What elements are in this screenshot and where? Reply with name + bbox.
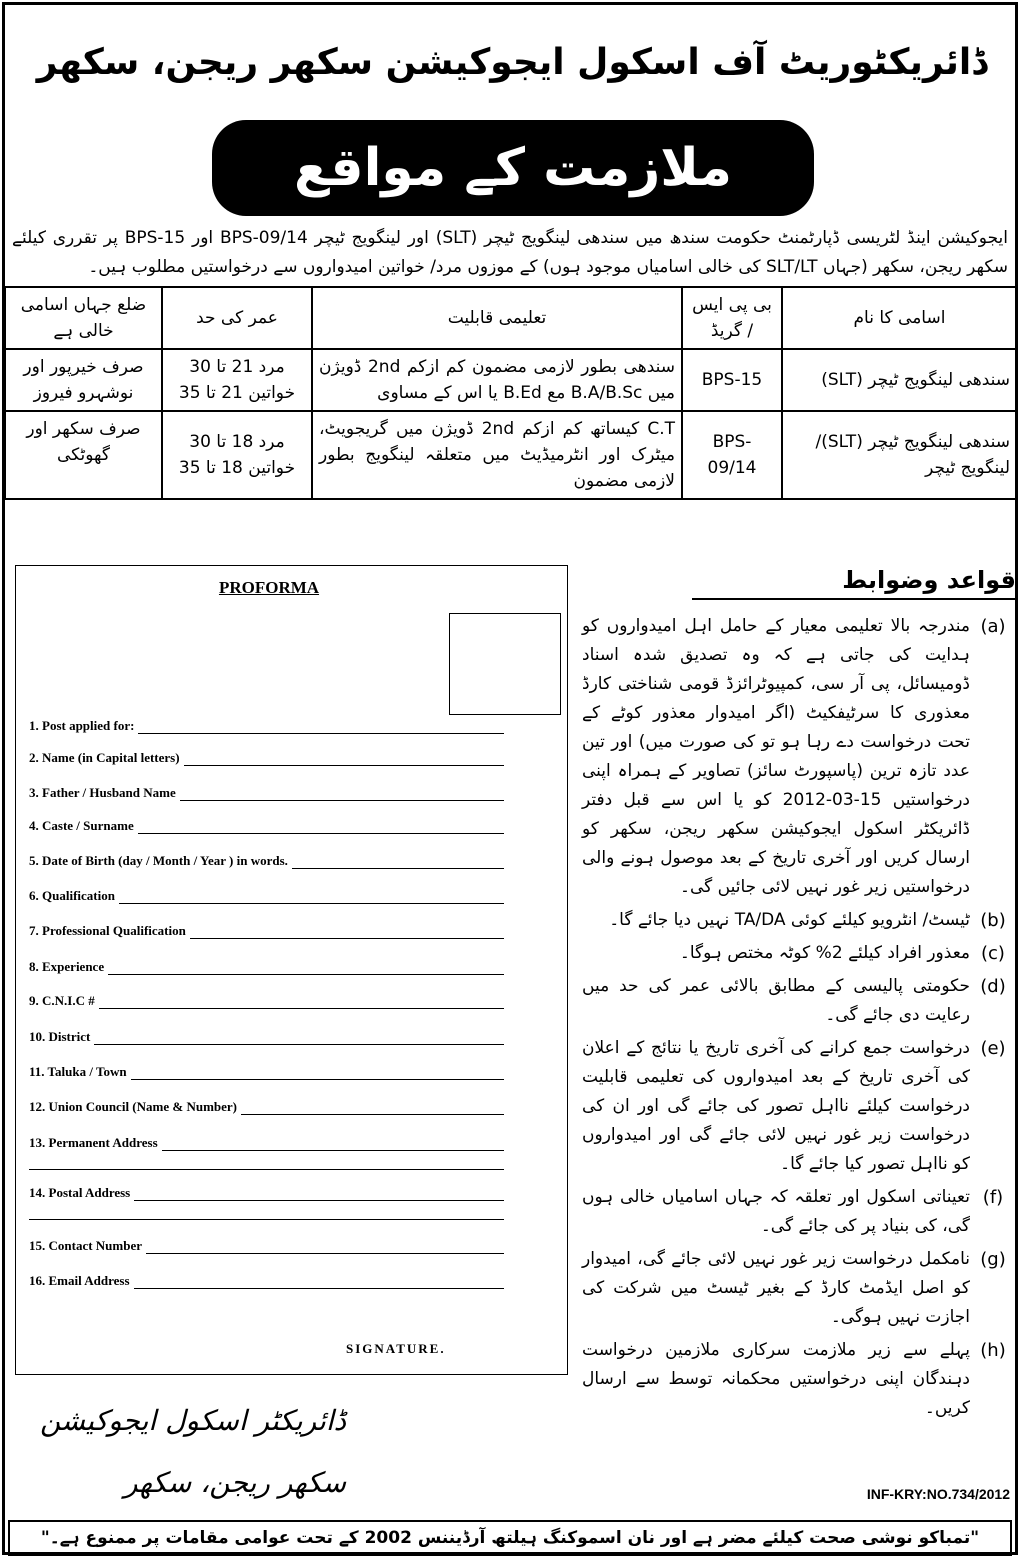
field-label: 4. Caste / Surname xyxy=(29,818,134,833)
intro-paragraph: ایجوکیشن اینڈ لٹریسی ڈپارٹمنٹ حکومت سندھ میں سندھی لینگویج ٹیچر (SLT) اور لینگویج ٹیچر BPS-09/14 اور BPS-15 پر تقرری کیلئے سکھر ریجن، سکھر (جہاں SLT/LT کی خالی اسامیاں موجود ہوں) کے موزوں مرد/ خواتین امیدواروں سے درخواستیں مطلوب ہیں۔ xyxy=(12,228,1008,277)
rule-item xyxy=(582,1034,1016,1179)
rule-label: (f) xyxy=(982,1187,1004,1208)
proforma-field[interactable] xyxy=(29,1273,504,1289)
signoff-line2: سکھر ریجن، سکھر xyxy=(124,1466,347,1499)
proforma-field[interactable] xyxy=(29,853,504,869)
bps: BPS-15 xyxy=(682,349,782,411)
directorate-title: ڈائریکٹوریٹ آف اسکول ایجوکیشن سکھر ریجن، سکھر xyxy=(36,42,988,83)
proforma-form xyxy=(15,565,568,1375)
jobs-banner: ملازمت کے مواقع xyxy=(212,120,814,216)
field-label: 14. Postal Address xyxy=(29,1185,131,1200)
rule-item xyxy=(582,1245,1016,1332)
col-qualification: تعلیمی قابلیت xyxy=(312,287,682,349)
rule-text: پہلے سے زیر ملازمت سرکاری ملازمین درخواست دہندگان اپنی درخواستیں محکمانہ توسط سے ارسال کریں۔ xyxy=(582,1340,970,1418)
rule-text: ٹیسٹ/ انٹرویو کیلئے کوئی TA/DA نہیں دیا جائے گا۔ xyxy=(609,910,970,930)
proforma-field[interactable] xyxy=(29,1185,504,1201)
rule-item xyxy=(582,972,1016,1030)
field-label: 12. Union Council (Name & Number) xyxy=(29,1099,237,1114)
col-bps: بی پی ایس / گریڈ xyxy=(682,287,782,349)
qualification: C.T کیساتھ کم ازکم 2nd ڈویژن میں گریجویٹ، میٹرک اور انٹرمیڈیٹ میں متعلقہ لینگویج بطور لازمی مضمون xyxy=(312,411,682,499)
field-label: 6. Qualification xyxy=(29,888,115,903)
inf-number: INF-KRY:NO.734/2012 xyxy=(866,1486,1010,1502)
field-line[interactable] xyxy=(134,1188,504,1201)
age-limit xyxy=(162,411,312,499)
district: صرف سکھر اور گھوٹکی xyxy=(5,411,162,499)
signoff xyxy=(40,1390,346,1514)
field-label: 2. Name (in Capital letters) xyxy=(29,750,180,765)
field-line[interactable] xyxy=(119,891,504,904)
proforma-field[interactable] xyxy=(29,785,504,801)
proforma-field[interactable] xyxy=(29,888,504,904)
field-label: 15. Contact Number xyxy=(29,1238,143,1253)
rule-text: تعیناتی اسکول اور تعلقہ کہ جہاں اسامیاں خالی ہوں گی، کی بنیاد پر کی جائے گی۔ xyxy=(582,1187,970,1236)
field-line[interactable] xyxy=(138,721,504,734)
field-label: 7. Professional Qualification xyxy=(29,923,186,938)
rule-label: (a) xyxy=(980,616,1006,637)
posts-table xyxy=(4,286,1018,500)
rule-label: (d) xyxy=(980,976,1006,997)
proforma-field[interactable] xyxy=(29,993,504,1009)
rule-label: (b) xyxy=(980,910,1006,931)
field-label: 10. District xyxy=(29,1029,91,1044)
field-line[interactable] xyxy=(99,996,504,1009)
col-district: ضلع جہاں اسامی خالی ہے xyxy=(5,287,162,349)
rule-item xyxy=(582,906,1016,935)
table-row xyxy=(5,349,1017,411)
field-line[interactable] xyxy=(134,1276,504,1289)
age-limit xyxy=(162,349,312,411)
rule-item xyxy=(582,1183,1016,1241)
field-line[interactable] xyxy=(190,926,504,939)
rule-text: درخواست جمع کرانے کی آخری تاریخ یا نتائج کے اعلان کی آخری تاریخ کے بعد امیدواروں کی تعلیمی قابلیت درخواست کیلئے نااہل تصور کی جائے گی اور ان کی درخواست زیر غور نہیں لائی جائے گی اور امیدواروں کو نااہل تصور کیا جائے گا۔ xyxy=(582,1038,970,1174)
rule-label: (g) xyxy=(980,1249,1006,1270)
field-line[interactable] xyxy=(184,753,504,766)
field-line[interactable] xyxy=(138,821,504,834)
table-header-row xyxy=(5,287,1017,349)
field-line[interactable] xyxy=(131,1067,504,1080)
rule-text: حکومتی پالیسی کے مطابق بالائی عمر کی حد میں رعایت دی جائے گی۔ xyxy=(582,976,970,1025)
field-label: 5. Date of Birth (day / Month / Year ) in words. xyxy=(29,853,288,868)
age-female: خواتین 21 تا 35 xyxy=(178,383,296,403)
field-label: 16. Email Address xyxy=(29,1273,130,1288)
qualification: سندھی بطور لازمی مضمون کم ازکم 2nd ڈویژن میں B.A/B.Sc مع B.Ed یا اس کے مساوی xyxy=(312,349,682,411)
field-line-extra[interactable] xyxy=(29,1169,504,1170)
proforma-field[interactable] xyxy=(29,818,504,834)
rule-item xyxy=(582,612,1016,902)
field-label: 1. Post applied for: xyxy=(29,718,135,733)
signoff-line1: ڈائریکٹر اسکول ایجوکیشن xyxy=(40,1404,347,1437)
field-line-extra[interactable] xyxy=(29,1219,504,1220)
rule-item xyxy=(582,939,1016,968)
rule-label: (h) xyxy=(980,1340,1006,1361)
field-label: 13. Permanent Address xyxy=(29,1135,158,1150)
age-male: مرد 18 تا 30 xyxy=(189,432,285,452)
table-row xyxy=(5,411,1017,499)
intro-and-table xyxy=(4,224,1016,500)
age-male: مرد 21 تا 30 xyxy=(189,357,285,377)
rule-item xyxy=(582,1336,1016,1423)
signature-label: SIGNATURE. xyxy=(346,1341,446,1356)
age-female: خواتین 18 تا 35 xyxy=(178,458,296,478)
rule-text: مندرجہ بالا تعلیمی معیار کے حامل اہل امیدواروں کو ہدایت کی جاتی ہے کہ وہ تصدیق شدہ اسناد ڈومیسائل، پی آر سی، کمپیوٹرائزڈ قومی شناختی کارڈ معذوری کا سرٹیفکیٹ (اگر امیدوار معذور کوٹے کے تحت درخواست دے رہا ہو تو کی صورت میں) اور تین عدد تازہ ترین (پاسپورٹ سائز) تصاویر کے ہمراہ اپنی درخواستیں 15-03-2012 کو یا اس سے قبل دفتر ڈائریکٹر اسکول ایجوکیشن سکھر ریجن، سکھر کو ارسال کریں اور آخری تاریخ کے بعد موصول ہونے والی درخواستیں زیر غور نہیں لائی جائیں گی۔ xyxy=(582,616,970,897)
col-post-name: اسامی کا نام xyxy=(782,287,1017,349)
field-line[interactable] xyxy=(108,962,504,975)
post-name: سندھی لینگویج ٹیچر (SLT) xyxy=(782,349,1017,411)
field-label: 9. C.N.I.C # xyxy=(29,993,95,1008)
field-line[interactable] xyxy=(94,1032,504,1045)
proforma-field[interactable] xyxy=(29,959,504,975)
proforma-field[interactable] xyxy=(29,923,504,939)
proforma-field[interactable] xyxy=(29,718,504,734)
tobacco-warning: "تمباکو نوشی صحت کیلئے مضر ہے اور نان اسموکنگ ہیلتھ آرڈیننس 2002 کے تحت عوامی مقامات پر ممنوع ہے۔" xyxy=(8,1520,1012,1556)
proforma-field[interactable] xyxy=(29,1135,504,1151)
bps: BPS-09/14 xyxy=(682,411,782,499)
field-line[interactable] xyxy=(162,1138,504,1151)
field-line[interactable] xyxy=(146,1241,504,1254)
proforma-field[interactable] xyxy=(29,1099,504,1115)
proforma-title: PROFORMA xyxy=(218,578,320,597)
rules-heading: قواعد وضوابط xyxy=(692,562,1016,600)
rule-label: (e) xyxy=(980,1038,1006,1059)
proforma-field[interactable] xyxy=(29,750,504,766)
field-label: 8. Experience xyxy=(29,959,105,974)
field-line[interactable] xyxy=(241,1102,504,1115)
photo-box xyxy=(449,613,561,715)
post-name: سندھی لینگویج ٹیچر (SLT)/ لینگویج ٹیچر xyxy=(782,411,1017,499)
district: صرف خیرپور اور نوشہرو فیروز xyxy=(5,349,162,411)
col-age-limit: عمر کی حد xyxy=(162,287,312,349)
rule-label: (c) xyxy=(981,943,1005,964)
proforma-field[interactable] xyxy=(29,1029,504,1045)
proforma-field[interactable] xyxy=(29,1238,504,1254)
rules-section xyxy=(582,562,1016,1423)
field-label: 3. Father / Husband Name xyxy=(29,785,176,800)
field-line[interactable] xyxy=(292,856,504,869)
rule-text: نامکمل درخواست زیر غور نہیں لائی جائے گی، امیدوار کو اصل ایڈمٹ کارڈ کے بغیر ٹیسٹ میں شرکت کی اجازت نہیں ہوگی۔ xyxy=(582,1249,970,1327)
field-line[interactable] xyxy=(180,788,504,801)
field-label: 11. Taluka / Town xyxy=(29,1064,127,1079)
proforma-field[interactable] xyxy=(29,1064,504,1080)
rule-text: معذور افراد کیلئے 2% کوٹہ مختص ہوگا۔ xyxy=(679,943,970,963)
